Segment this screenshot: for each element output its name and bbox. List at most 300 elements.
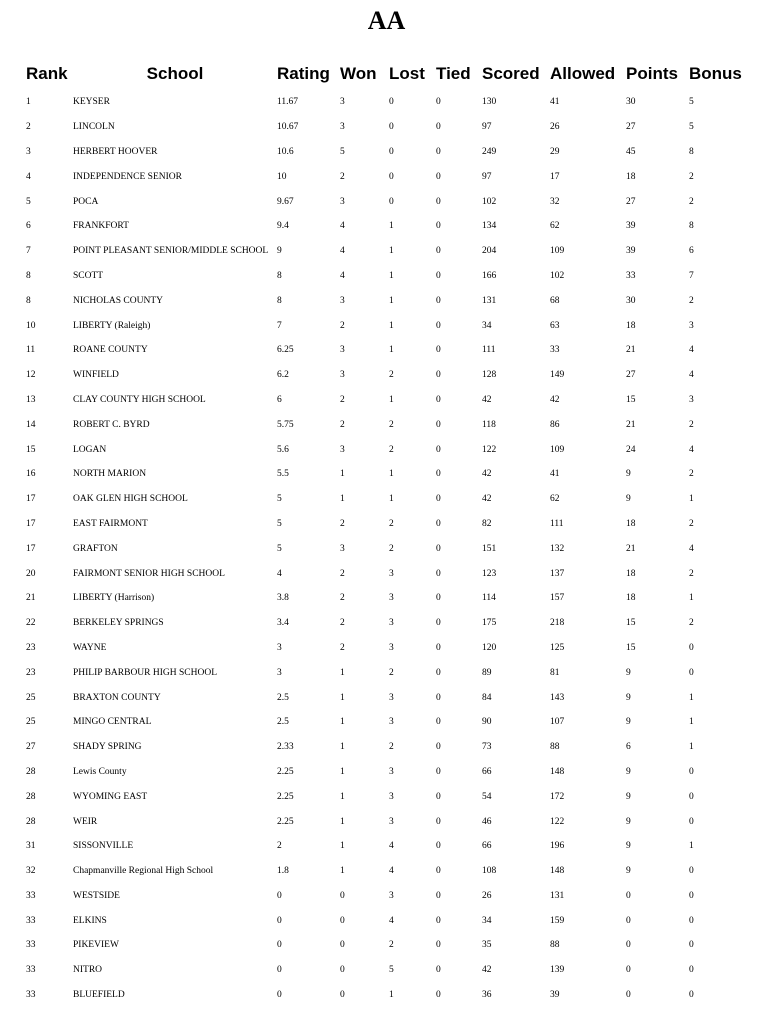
cell-scored: 73 (482, 742, 492, 753)
cell-allowed: 132 (550, 543, 565, 554)
cell-rating: 2 (277, 841, 282, 852)
cell-scored: 134 (482, 221, 497, 232)
cell-won: 1 (340, 816, 345, 827)
cell-rating: 2.25 (277, 791, 294, 802)
cell-lost: 3 (389, 766, 394, 777)
cell-allowed: 29 (550, 146, 560, 157)
cell-bonus: 2 (689, 295, 694, 306)
cell-won: 2 (340, 320, 345, 331)
cell-scored: 111 (482, 345, 496, 356)
cell-rank: 22 (26, 618, 36, 629)
cell-lost: 2 (389, 370, 394, 381)
cell-allowed: 33 (550, 345, 560, 356)
cell-tied: 0 (436, 766, 441, 777)
cell-lost: 2 (389, 742, 394, 753)
cell-allowed: 148 (550, 866, 565, 877)
cell-rank: 33 (26, 965, 36, 976)
cell-tied: 0 (436, 593, 441, 604)
cell-points: 0 (626, 890, 631, 901)
cell-scored: 36 (482, 990, 492, 1001)
table-row (20, 735, 749, 760)
cell-lost: 0 (389, 146, 394, 157)
cell-won: 3 (340, 196, 345, 207)
cell-school: PIKEVIEW (73, 940, 119, 951)
cell-points: 15 (626, 394, 636, 405)
cell-rank: 21 (26, 593, 36, 604)
cell-points: 6 (626, 742, 631, 753)
cell-lost: 1 (389, 469, 394, 480)
cell-tied: 0 (436, 320, 441, 331)
cell-points: 27 (626, 196, 636, 207)
cell-won: 0 (340, 940, 345, 951)
cell-tied: 0 (436, 246, 441, 257)
cell-rank: 25 (26, 692, 36, 703)
cell-scored: 120 (482, 642, 497, 653)
cell-allowed: 88 (550, 940, 560, 951)
cell-won: 3 (340, 543, 345, 554)
table-row (20, 90, 749, 115)
cell-lost: 3 (389, 717, 394, 728)
cell-bonus: 2 (689, 196, 694, 207)
cell-school: BRAXTON COUNTY (73, 692, 161, 703)
cell-won: 1 (340, 717, 345, 728)
cell-bonus: 0 (689, 940, 694, 951)
cell-tied: 0 (436, 568, 441, 579)
cell-bonus: 0 (689, 915, 694, 926)
cell-scored: 123 (482, 568, 497, 579)
header-scored: Scored (482, 63, 540, 83)
cell-school: PHILIP BARBOUR HIGH SCHOOL (73, 667, 218, 678)
cell-rating: 0 (277, 940, 282, 951)
cell-rating: 10.67 (277, 122, 299, 133)
cell-rating: 3 (277, 642, 282, 653)
cell-tied: 0 (436, 494, 441, 505)
cell-won: 4 (340, 246, 345, 257)
cell-bonus: 0 (689, 791, 694, 802)
cell-rating: 2.5 (277, 692, 289, 703)
cell-lost: 1 (389, 221, 394, 232)
cell-rank: 28 (26, 766, 36, 777)
cell-tied: 0 (436, 667, 441, 678)
cell-tied: 0 (436, 841, 441, 852)
cell-school: WYOMING EAST (73, 791, 148, 802)
cell-rating: 9 (277, 246, 282, 257)
header-bonus: Bonus (689, 63, 742, 83)
cell-school: WINFIELD (73, 370, 119, 381)
cell-won: 4 (340, 270, 345, 281)
cell-won: 5 (340, 146, 345, 157)
cell-rank: 12 (26, 370, 36, 381)
table-row (20, 884, 749, 909)
cell-won: 0 (340, 965, 345, 976)
cell-won: 2 (340, 568, 345, 579)
cell-scored: 175 (482, 618, 497, 629)
cell-points: 21 (626, 345, 636, 356)
cell-lost: 0 (389, 97, 394, 108)
cell-school: INDEPENDENCE SENIOR (73, 171, 182, 182)
cell-won: 4 (340, 221, 345, 232)
cell-allowed: 139 (550, 965, 565, 976)
cell-lost: 4 (389, 866, 394, 877)
cell-allowed: 26 (550, 122, 560, 133)
cell-scored: 46 (482, 816, 492, 827)
cell-tied: 0 (436, 270, 441, 281)
cell-rank: 28 (26, 791, 36, 802)
cell-bonus: 1 (689, 742, 694, 753)
cell-bonus: 4 (689, 345, 694, 356)
table-row (20, 834, 749, 859)
cell-rating: 6.2 (277, 370, 289, 381)
cell-won: 1 (340, 494, 345, 505)
cell-rating: 2.25 (277, 816, 294, 827)
cell-allowed: 102 (550, 270, 565, 281)
cell-scored: 42 (482, 494, 492, 505)
cell-allowed: 41 (550, 97, 560, 108)
cell-bonus: 0 (689, 890, 694, 901)
cell-lost: 2 (389, 419, 394, 430)
cell-school: KEYSER (73, 97, 110, 108)
cell-rank: 33 (26, 990, 36, 1001)
cell-lost: 0 (389, 196, 394, 207)
cell-allowed: 125 (550, 642, 565, 653)
cell-lost: 4 (389, 841, 394, 852)
cell-school: ROBERT C. BYRD (73, 419, 150, 430)
table-row (20, 859, 749, 884)
cell-rank: 16 (26, 469, 36, 480)
table-row (20, 462, 749, 487)
cell-school: ROANE COUNTY (73, 345, 148, 356)
table-row (20, 908, 749, 933)
cell-lost: 5 (389, 965, 394, 976)
cell-tied: 0 (436, 419, 441, 430)
rankings-table (20, 57, 749, 1007)
cell-tied: 0 (436, 742, 441, 753)
cell-points: 39 (626, 246, 636, 257)
cell-rating: 5.75 (277, 419, 294, 430)
cell-allowed: 172 (550, 791, 565, 802)
table-row (20, 388, 749, 413)
cell-tied: 0 (436, 171, 441, 182)
cell-school: LINCOLN (73, 122, 115, 133)
cell-rank: 33 (26, 890, 36, 901)
cell-rank: 17 (26, 518, 36, 529)
cell-rank: 27 (26, 742, 36, 753)
cell-bonus: 8 (689, 146, 694, 157)
cell-scored: 84 (482, 692, 492, 703)
cell-lost: 1 (389, 494, 394, 505)
cell-allowed: 62 (550, 494, 560, 505)
cell-school: LIBERTY (Harrison) (73, 593, 155, 604)
cell-bonus: 1 (689, 717, 694, 728)
cell-tied: 0 (436, 196, 441, 207)
cell-school: CLAY COUNTY HIGH SCHOOL (73, 394, 206, 405)
cell-won: 3 (340, 444, 345, 455)
cell-lost: 1 (389, 295, 394, 306)
cell-rating: 10 (277, 171, 287, 182)
cell-tied: 0 (436, 221, 441, 232)
table-row (20, 561, 749, 586)
cell-rank: 25 (26, 717, 36, 728)
cell-tied: 0 (436, 122, 441, 133)
cell-allowed: 111 (550, 518, 564, 529)
cell-lost: 1 (389, 394, 394, 405)
cell-rating: 8 (277, 295, 282, 306)
cell-points: 30 (626, 295, 636, 306)
cell-points: 27 (626, 370, 636, 381)
cell-rank: 8 (26, 295, 31, 306)
cell-bonus: 4 (689, 444, 694, 455)
cell-bonus: 2 (689, 518, 694, 529)
cell-points: 9 (626, 816, 631, 827)
table-row (20, 115, 749, 140)
cell-allowed: 122 (550, 816, 565, 827)
table-row (20, 536, 749, 561)
cell-tied: 0 (436, 543, 441, 554)
table-row (20, 586, 749, 611)
cell-rank: 13 (26, 394, 36, 405)
cell-rank: 2 (26, 122, 31, 133)
table-row (20, 487, 749, 512)
cell-lost: 2 (389, 518, 394, 529)
table-row (20, 660, 749, 685)
cell-won: 0 (340, 990, 345, 1001)
cell-scored: 118 (482, 419, 496, 430)
cell-allowed: 88 (550, 742, 560, 753)
cell-tied: 0 (436, 146, 441, 157)
cell-points: 18 (626, 568, 636, 579)
cell-school: POINT PLEASANT SENIOR/MIDDLE SCHOOL (73, 246, 269, 257)
cell-rank: 3 (26, 146, 31, 157)
cell-school: ELKINS (73, 915, 107, 926)
cell-won: 1 (340, 692, 345, 703)
cell-allowed: 149 (550, 370, 565, 381)
cell-tied: 0 (436, 295, 441, 306)
cell-school: NORTH MARION (73, 469, 147, 480)
cell-lost: 3 (389, 692, 394, 703)
cell-rating: 9.4 (277, 221, 289, 232)
cell-tied: 0 (436, 890, 441, 901)
cell-rank: 17 (26, 543, 36, 554)
table-row (20, 288, 749, 313)
cell-tied: 0 (436, 444, 441, 455)
cell-scored: 97 (482, 122, 492, 133)
cell-bonus: 1 (689, 841, 694, 852)
cell-scored: 166 (482, 270, 497, 281)
cell-lost: 2 (389, 667, 394, 678)
table-row (20, 264, 749, 289)
cell-rating: 3.4 (277, 618, 289, 629)
cell-scored: 42 (482, 965, 492, 976)
cell-tied: 0 (436, 915, 441, 926)
cell-won: 2 (340, 642, 345, 653)
page-title: AA (367, 6, 406, 35)
cell-school: POCA (73, 196, 99, 207)
cell-bonus: 2 (689, 469, 694, 480)
table-row (20, 636, 749, 661)
cell-tied: 0 (436, 642, 441, 653)
cell-lost: 0 (389, 122, 394, 133)
cell-rating: 9.67 (277, 196, 294, 207)
cell-tied: 0 (436, 692, 441, 703)
cell-scored: 26 (482, 890, 492, 901)
cell-lost: 3 (389, 890, 394, 901)
cell-scored: 114 (482, 593, 496, 604)
header-row (20, 57, 749, 90)
cell-tied: 0 (436, 717, 441, 728)
cell-rating: 3 (277, 667, 282, 678)
cell-rank: 4 (26, 171, 31, 182)
cell-rank: 7 (26, 246, 31, 257)
cell-points: 18 (626, 171, 636, 182)
cell-scored: 42 (482, 394, 492, 405)
table-row (20, 437, 749, 462)
table-row (20, 512, 749, 537)
cell-lost: 3 (389, 593, 394, 604)
cell-rank: 15 (26, 444, 36, 455)
cell-lost: 3 (389, 642, 394, 653)
table-row (20, 338, 749, 363)
cell-points: 9 (626, 791, 631, 802)
cell-allowed: 137 (550, 568, 565, 579)
cell-scored: 108 (482, 866, 497, 877)
cell-school: WEIR (73, 816, 98, 827)
cell-lost: 3 (389, 618, 394, 629)
cell-rating: 5 (277, 543, 282, 554)
table-header (20, 57, 749, 90)
cell-won: 2 (340, 394, 345, 405)
cell-won: 1 (340, 866, 345, 877)
cell-school: FRANKFORT (73, 221, 129, 232)
cell-lost: 1 (389, 320, 394, 331)
cell-won: 3 (340, 295, 345, 306)
cell-lost: 3 (389, 568, 394, 579)
table-row (20, 933, 749, 958)
cell-scored: 34 (482, 320, 492, 331)
cell-bonus: 0 (689, 965, 694, 976)
cell-bonus: 1 (689, 692, 694, 703)
cell-allowed: 109 (550, 246, 565, 257)
cell-bonus: 3 (689, 320, 694, 331)
cell-rating: 7 (277, 320, 282, 331)
cell-tied: 0 (436, 97, 441, 108)
cell-allowed: 109 (550, 444, 565, 455)
cell-bonus: 5 (689, 122, 694, 133)
cell-points: 15 (626, 642, 636, 653)
cell-allowed: 62 (550, 221, 560, 232)
cell-rating: 5 (277, 518, 282, 529)
cell-rank: 28 (26, 816, 36, 827)
cell-rating: 0 (277, 965, 282, 976)
cell-scored: 89 (482, 667, 492, 678)
cell-school: GRAFTON (73, 543, 118, 554)
cell-points: 9 (626, 692, 631, 703)
cell-rating: 0 (277, 890, 282, 901)
table-row (20, 214, 749, 239)
cell-points: 15 (626, 618, 636, 629)
cell-bonus: 5 (689, 97, 694, 108)
cell-rank: 14 (26, 419, 36, 430)
cell-allowed: 159 (550, 915, 565, 926)
cell-points: 33 (626, 270, 636, 281)
cell-bonus: 2 (689, 568, 694, 579)
cell-won: 2 (340, 593, 345, 604)
cell-tied: 0 (436, 518, 441, 529)
cell-bonus: 6 (689, 246, 694, 257)
cell-tied: 0 (436, 469, 441, 480)
cell-points: 9 (626, 717, 631, 728)
cell-rating: 5.5 (277, 469, 289, 480)
cell-school: LIBERTY (Raleigh) (73, 320, 151, 331)
cell-tied: 0 (436, 394, 441, 405)
cell-rank: 23 (26, 642, 36, 653)
cell-scored: 34 (482, 915, 492, 926)
cell-rating: 10.6 (277, 146, 294, 157)
cell-points: 9 (626, 469, 631, 480)
cell-rank: 33 (26, 915, 36, 926)
cell-tied: 0 (436, 618, 441, 629)
table-row (20, 809, 749, 834)
table-row (20, 958, 749, 983)
cell-rating: 8 (277, 270, 282, 281)
cell-rating: 5.6 (277, 444, 289, 455)
cell-allowed: 107 (550, 717, 565, 728)
cell-school: BERKELEY SPRINGS (73, 618, 164, 629)
cell-scored: 66 (482, 841, 492, 852)
table-row (20, 710, 749, 735)
cell-school: SISSONVILLE (73, 841, 134, 852)
cell-rating: 11.67 (277, 97, 299, 108)
cell-school: LOGAN (73, 444, 107, 455)
cell-scored: 90 (482, 717, 492, 728)
cell-bonus: 7 (689, 270, 694, 281)
table-row (20, 140, 749, 165)
cell-scored: 151 (482, 543, 497, 554)
cell-scored: 130 (482, 97, 497, 108)
cell-won: 3 (340, 97, 345, 108)
header-lost: Lost (389, 63, 425, 83)
cell-scored: 128 (482, 370, 497, 381)
cell-school: BLUEFIELD (73, 990, 125, 1001)
cell-won: 1 (340, 791, 345, 802)
cell-tied: 0 (436, 370, 441, 381)
cell-points: 9 (626, 866, 631, 877)
cell-allowed: 42 (550, 394, 560, 405)
cell-lost: 4 (389, 915, 394, 926)
cell-won: 3 (340, 122, 345, 133)
cell-bonus: 8 (689, 221, 694, 232)
cell-points: 39 (626, 221, 636, 232)
cell-scored: 35 (482, 940, 492, 951)
cell-school: NITRO (73, 965, 103, 976)
cell-points: 0 (626, 915, 631, 926)
cell-allowed: 143 (550, 692, 565, 703)
cell-won: 0 (340, 890, 345, 901)
cell-tied: 0 (436, 345, 441, 356)
cell-bonus: 4 (689, 543, 694, 554)
table-row (20, 784, 749, 809)
cell-points: 27 (626, 122, 636, 133)
cell-rank: 32 (26, 866, 36, 877)
cell-tied: 0 (436, 791, 441, 802)
cell-lost: 2 (389, 444, 394, 455)
cell-points: 9 (626, 766, 631, 777)
cell-rating: 4 (277, 568, 282, 579)
cell-allowed: 86 (550, 419, 560, 430)
cell-school: OAK GLEN HIGH SCHOOL (73, 494, 188, 505)
cell-won: 1 (340, 766, 345, 777)
cell-rating: 1.8 (277, 866, 289, 877)
cell-school: HERBERT HOOVER (73, 146, 158, 157)
